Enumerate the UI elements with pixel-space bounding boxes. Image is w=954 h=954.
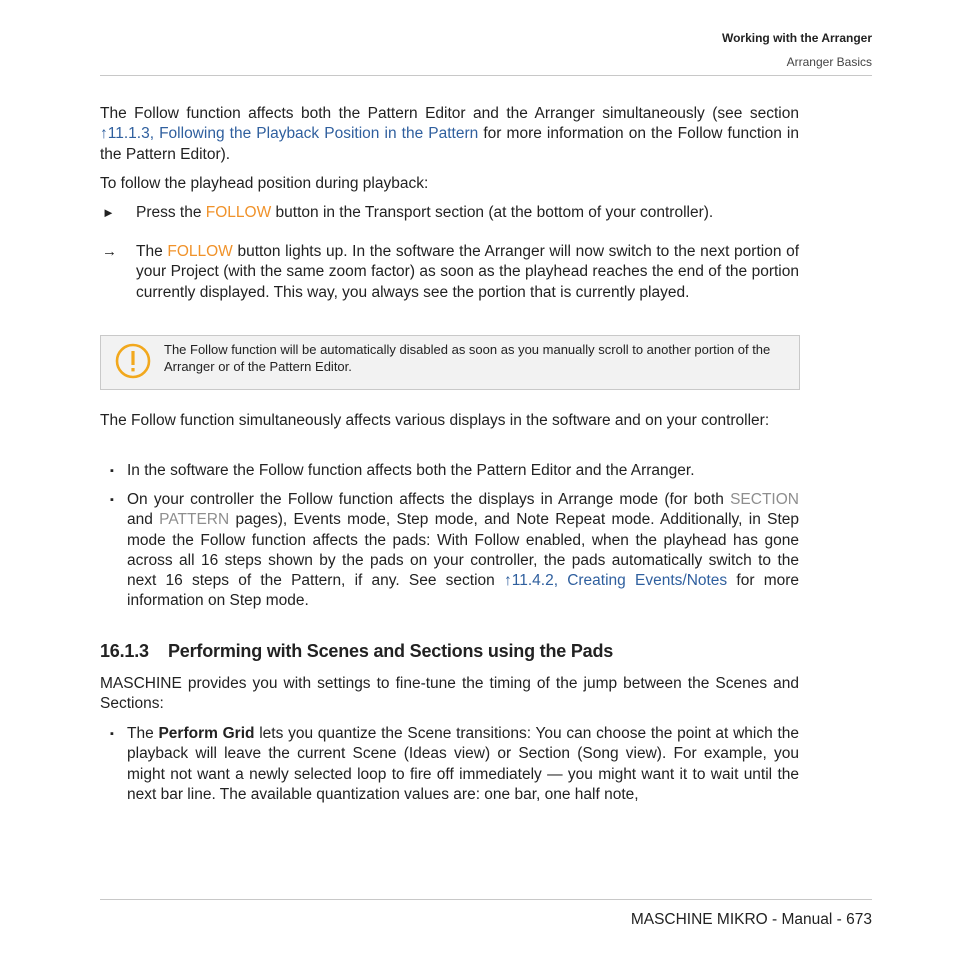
footer-divider: [100, 899, 872, 900]
bullet-perform-grid: [127, 724, 799, 805]
cross-reference-link[interactable]: ↑11.1.3, Following the Playback Position in the Pattern: [100, 125, 479, 143]
paragraph-follow-intro: [100, 104, 799, 165]
page-footer: MASCHINE MIKRO - Manual - 673: [630, 911, 872, 928]
bullet-software: In the software the Follow function affects both the Pattern Editor and the Arranger.: [127, 462, 695, 479]
text-run: On your controller the Follow function affects the displays in Arrange mode (for both: [127, 491, 731, 508]
section-title: Performing with Scenes and Sections using the Pads: [168, 641, 614, 661]
pattern-page-label: PATTERN: [159, 511, 230, 529]
bullet-controller: [127, 490, 799, 612]
bullet-marker: ▪: [110, 728, 114, 740]
section-number: 16.1.3: [100, 641, 149, 661]
cross-reference-link[interactable]: ↑11.4.2, Creating Events/Notes: [504, 572, 728, 590]
header-section-title: Arranger Basics: [786, 55, 872, 69]
text-run: for more information on the Follow function in the Pattern Editor).: [100, 125, 799, 163]
result-arrow-icon: →: [102, 243, 117, 260]
header-chapter-title: Working with the Arranger: [721, 31, 872, 45]
text-run: The: [136, 243, 168, 260]
text-run: lets you quantize the Scene transitions: You can choose the point at which the playback will leave the current Scene (Ideas view) or Section (Song view). For example, you might not want a newly selected loop to fire off immediately — you might want it to wait until the next bar line. The available quantization values are: one bar, one half note,: [127, 725, 800, 803]
step-arrow-icon: ►: [102, 205, 115, 220]
text-run: pages), Events mode, Step mode, and Note Repeat mode. Additionally, in Step mode the Follow function affects the pads: With Follow enabled, when the playhead has gone across all 16 steps shown by the pads on your controller, the pads automatically switch to the next 16 steps of the Pattern, if any. See section: [127, 511, 799, 590]
paragraph-follow-displays: The Follow function simultaneously affects various displays in the software and on your controller:: [100, 412, 770, 429]
paragraph-instruction: To follow the playhead position during playback:: [100, 175, 429, 192]
step-text: [136, 203, 799, 223]
note-box: [100, 335, 800, 390]
bullet-marker: ▪: [110, 465, 114, 477]
exclamation-icon: [115, 343, 151, 379]
text-run: The: [127, 725, 159, 742]
header-divider: [100, 75, 872, 76]
bullet-marker: ▪: [110, 494, 114, 506]
follow-button-label: FOLLOW: [205, 204, 272, 221]
section-page-label: SECTION: [730, 491, 799, 508]
paragraph-maschine-settings: MASCHINE provides you with settings to fine-tune the timing of the jump between the Scenes and Sections:: [100, 675, 799, 713]
text-run: for more information on Step mode.: [127, 572, 800, 610]
text-run: The Follow function affects both the Pattern Editor and the Arranger simultaneously (see section: [100, 105, 799, 122]
text-run: button lights up. In the software the Arranger will now switch to the next portion of your Project (with the same zoom factor) as soon as the playhead reaches the end of the portion currently displayed. This way, you always see the portion that is currently played.: [136, 243, 799, 301]
follow-button-label: FOLLOW: [167, 243, 233, 260]
section-heading: [100, 641, 613, 662]
text-run: button in the Transport section (at the bottom of your controller).: [271, 204, 714, 221]
text-run: Press the: [136, 204, 206, 221]
text-run: and: [127, 511, 160, 529]
perform-grid-term: Perform Grid: [158, 725, 255, 742]
result-text: [136, 242, 799, 303]
note-text: The Follow function will be automatically disabled as soon as you manually scroll to another portion of the Arranger or of the Pattern Editor.: [164, 342, 771, 374]
